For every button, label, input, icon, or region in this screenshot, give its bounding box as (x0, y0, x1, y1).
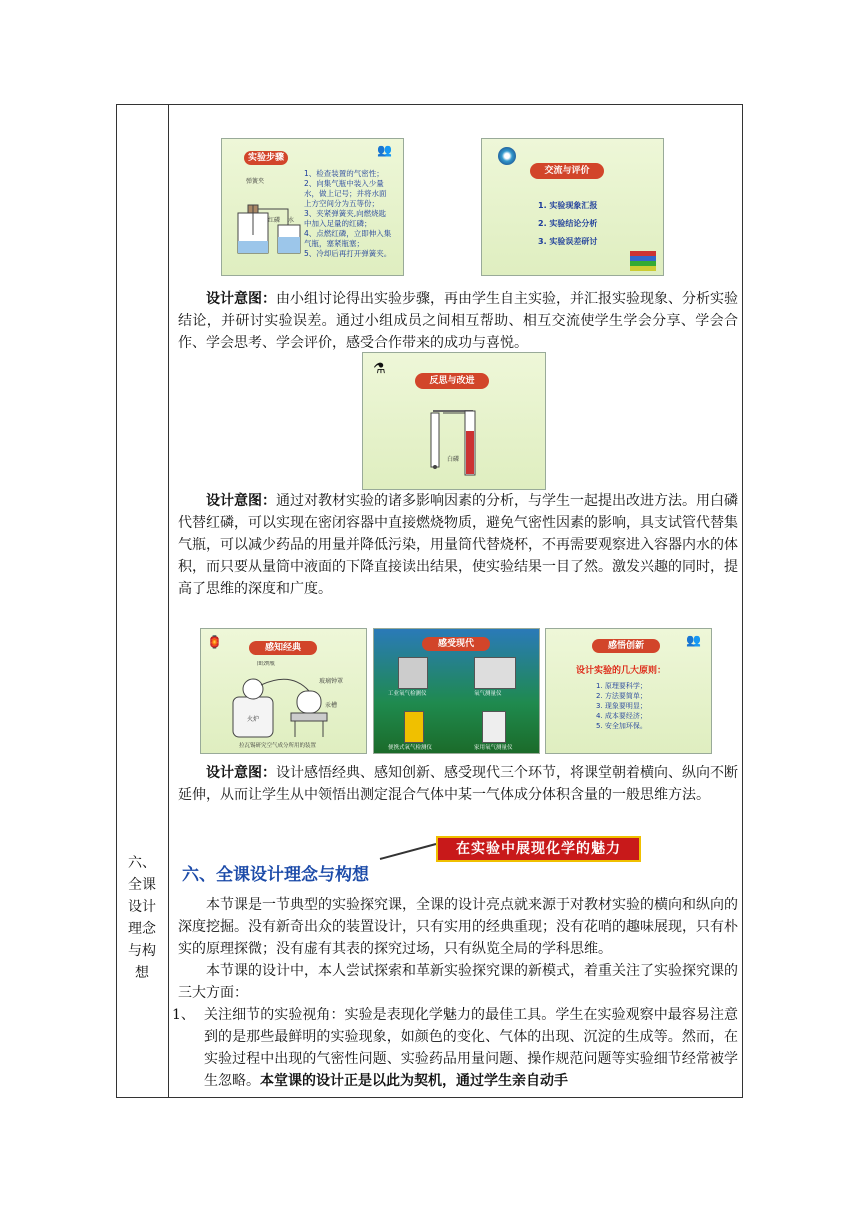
svg-text:玻璃钟罩: 玻璃钟罩 (319, 678, 344, 685)
svg-text:白磷: 白磷 (447, 456, 460, 463)
svg-text:曲颈瓶: 曲颈瓶 (257, 661, 276, 667)
apparatus-icon: ⚗ (373, 361, 386, 377)
svg-text:火炉: 火炉 (247, 716, 260, 723)
design-intent-paragraph-1: 设计意图：由小组讨论得出实验步骤，再由学生自主实验，并汇报实验现象、分析实验结论，并研讨实验误差。通过小组成员之间相互帮助、相互交流使学生学会分享、学会合作、学会思考、学会评价，感受合作带来的成功与喜悦。 (178, 291, 738, 351)
slide-reflection-improvement (362, 352, 546, 490)
section-heading: 六、全课设计理念与构想 (182, 865, 369, 885)
row-label: 六、 全课 设计 理念 与构 想 (128, 855, 156, 981)
device-1 (398, 657, 428, 689)
principles-heading: 设计实验的几大原则： (576, 666, 667, 676)
slide-classic (200, 628, 367, 754)
label-spring-clip: 弹簧夹 (246, 178, 265, 185)
svg-text:汞槽: 汞槽 (325, 702, 338, 709)
svg-text:拉瓦锡研究空气成分所用的装置: 拉瓦锡研究空气成分所用的装置 (239, 743, 317, 749)
apparatus-illustration (228, 175, 308, 265)
lavoisier-apparatus-illustration (221, 661, 351, 751)
slide-title: 感知经典 (249, 641, 317, 655)
books-icon (630, 251, 656, 271)
slide-modern: 感受现代 工业氧气检测仪 氧气测量仪 便携式氧气检测仪 家用氧气测量仪 (373, 628, 540, 754)
evaluation-list: 1. 实验现象汇报 2. 实验结论分析 3. 实验误差研讨 (538, 201, 598, 246)
slide-title: 感悟创新 (592, 639, 660, 653)
svg-text:水: 水 (288, 217, 295, 224)
column-divider (168, 104, 169, 1098)
cd-icon (498, 147, 516, 165)
list-number: 1、 (172, 1007, 195, 1023)
body-paragraph-2: 本节课的设计中，本人尝试探索和革新实验探究课的新模式，着重关注了实验探究课的三大方面： (178, 963, 738, 1001)
slide-title: 交流与评价 (530, 163, 604, 179)
device-2 (474, 657, 516, 689)
body-paragraph-1: 本节课是一节典型的实验探究课，全课的设计亮点就来源于对教材实验的横向和纵向的深度挖掘。没有新奇出众的装置设计，只有实用的经典重现；没有花哨的趣味展现，只有朴实的原理探微；没有虚有其表的探究过场，只有纵览全局的学科思维。 (178, 897, 738, 957)
slide-title: 实验步骤 (244, 151, 288, 165)
principles-list: 1. 原理要科学； 2. 方法要简单； 3. 现象要明显； 4. 成本要经济； 5. 安全加环保。 (596, 682, 647, 730)
design-intent-paragraph-3: 设计意图：设计感悟经典、感知创新、感受现代三个环节，将课堂朝着横向、纵向不断延伸，从而让学生从中领悟出测定混合气体中某一气体成分体积含量的一般思维方法。 (178, 765, 738, 803)
step-list: 1、检查装置的气密性； 2、向集气瓶中装入少量 水，做上记号；并将水面 上方空间分为五等份； 3、夹紧弹簧夹,向燃烧匙 中加入足量的红磷； 4、点燃红磷，立即伸入集 气瓶，塞紧瓶塞； 5、冷却后再打开弹簧夹。 (304, 169, 392, 258)
device-4 (482, 711, 506, 743)
people-icon: 👥 (377, 143, 392, 157)
people-icon: 👥 (686, 633, 701, 647)
slide-exchange-evaluation (481, 138, 664, 276)
device-3 (404, 711, 424, 743)
svg-text:红磷: 红磷 (268, 217, 281, 224)
callout-box: 在实验中展现化学的魅力 (436, 836, 641, 862)
slide-experiment-steps (221, 138, 404, 276)
slide-title: 反思与改进 (415, 373, 489, 389)
design-intent-paragraph-2: 设计意图：通过对教材实验的诸多影响因素的分析，与学生一起提出改进方法。用白磷代替红磷，可以实现在密闭容器中直接燃烧物质，避免气密性因素的影响，具支试管代替集气瓶，可以减少药品的用量并降低污染，用量筒代替烧杯，不再需要观察进入容器内水的体积，而只要从量筒中液面的下降直接读出结果，使实验结果一目了然。激发兴趣的同时，提高了思维的深度和广度。 (178, 493, 738, 597)
slide-title: 感受现代 (422, 637, 490, 651)
slide-innovation (545, 628, 712, 754)
list-body: 关注细节的实验视角：实验是表现化学魅力的最佳工具。学生在实验观察中最容易注意到的是那些最鲜明的实验现象，如颜色的变化、气体的出现、沉淀的生成等。然而，在实验过程中出现的气密性问题、实验药品用量问题、操作规范问题等实验细节经常被学生忽略。本堂课的设计正是以此为契机，通过学生亲自动手 (204, 1007, 738, 1089)
improved-apparatus-illustration (423, 401, 543, 481)
lamp-icon: 🏮 (207, 635, 222, 649)
